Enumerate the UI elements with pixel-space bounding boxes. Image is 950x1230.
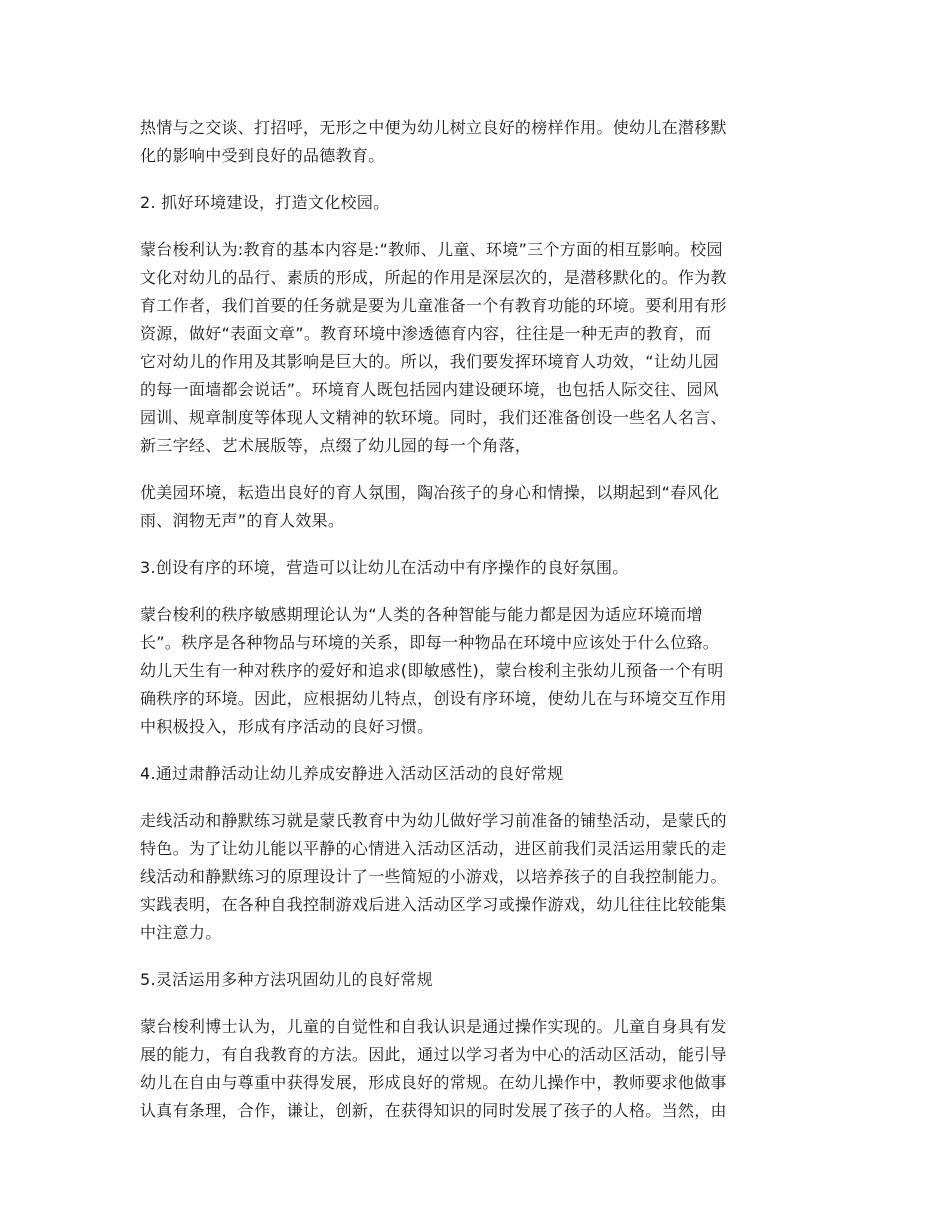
text-line: 认真有条理，合作，谦让，创新，在获得知识的同时发展了孩子的人格。当然，由	[140, 1101, 727, 1120]
text-line: 优美园环境，耘造出良好的育人氛围，陶冶孩子的身心和情操，以期起到“春风化	[140, 483, 720, 502]
text-line: 蒙台梭利认为:教育的基本内容是:“教师、儿童、环境”三个方面的相互影响。校园	[140, 240, 723, 259]
text-line: 资源，做好“表面文章”。教育环境中渗透德育内容，往往是一种无声的教育，而	[140, 324, 712, 343]
text-line: 实践表明，在各种自我控制游戏后进入活动区学习或操作游戏，幼儿往往比较能集	[140, 895, 727, 914]
section-heading-3: 3.创设有序的环境，营造可以让幼儿在活动中有序操作的良好氛围。	[140, 558, 629, 577]
text-line: 幼儿在自由与尊重中获得发展，形成良好的常规。在幼儿操作中，教师要求他做事	[140, 1073, 727, 1092]
paragraph-2	[140, 236, 804, 460]
paragraph-6	[140, 1013, 804, 1125]
text-line: 它对幼儿的作用及其影响是巨大的。所以，我们要发挥环境育人功效，“让幼儿园	[140, 352, 720, 371]
text-line: 文化对幼儿的品行、素质的形成，所起的作用是深层次的，是潜移默化的。作为教	[140, 268, 727, 287]
text-line: 长”。秩序是各种物品与环境的关系，即每一种物品在环境中应该处于什么位臵。	[140, 633, 720, 652]
document-page	[140, 114, 804, 1144]
text-line: 中积极投入，形成有序活动的良好习惯。	[140, 717, 434, 736]
section-heading-4: 4.通过肃静活动让幼儿养成安静进入活动区活动的良好常规	[140, 764, 564, 783]
text-line: 化的影响中受到良好的品德教育。	[140, 146, 385, 165]
text-line: 蒙台梭利的秩序敏感期理论认为“人类的各种智能与能力都是因为适应环境而增	[140, 605, 703, 624]
paragraph-1	[140, 114, 804, 170]
paragraph-5	[140, 807, 804, 947]
text-line: 热情与之交谈、打招呼，无形之中便为幼儿树立良好的榜样作用。使幼儿在潜移默	[140, 118, 727, 137]
text-line: 幼儿天生有一种对秩序的爱好和追求(即敏感性)，蒙台梭利主张幼儿预备一个有明	[140, 661, 724, 680]
text-line: 确秩序的环境。因此，应根据幼儿特点，创设有序环境，使幼儿在与环境交互作用	[140, 689, 727, 708]
paragraph-4	[140, 601, 804, 741]
section-heading-2: 2. 抓好环境建设，打造文化校园。	[140, 193, 390, 212]
text-line: 中注意力。	[140, 923, 222, 942]
section-heading-5: 5.灵活运用多种方法巩固幼儿的良好常规	[140, 970, 433, 989]
paragraph-3	[140, 479, 804, 535]
text-line: 园训、规章制度等体现人文精神的软环境。同时，我们还准备创设一些名人名言、	[140, 408, 727, 427]
text-line: 走线活动和静默练习就是蒙氏教育中为幼儿做好学习前准备的铺垫活动，是蒙氏的	[140, 811, 727, 830]
text-line: 的每一面墙都会说话”。环境育人既包括园内建设硬环境，也包括人际交往、园风	[140, 380, 720, 399]
text-line: 线活动和静默练习的原理设计了一些简短的小游戏，以培养孩子的自我控制能力。	[140, 867, 727, 886]
text-line: 育工作者，我们首要的任务就是要为儿童准备一个有教育功能的环境。要利用有形	[140, 296, 727, 315]
text-line: 新三字经、艺术展版等，点缀了幼儿园的每一个角落，	[140, 436, 532, 455]
text-line: 蒙台梭利博士认为，儿童的自觉性和自我认识是通过操作实现的。儿童自身具有发	[140, 1017, 727, 1036]
text-line: 展的能力，有自我教育的方法。因此，通过以学习者为中心的活动区活动，能引导	[140, 1045, 727, 1064]
text-line: 特色。为了让幼儿能以平静的心情进入活动区活动，进区前我们灵活运用蒙氏的走	[140, 839, 727, 858]
text-line: 雨、润物无声”的育人效果。	[140, 511, 345, 530]
